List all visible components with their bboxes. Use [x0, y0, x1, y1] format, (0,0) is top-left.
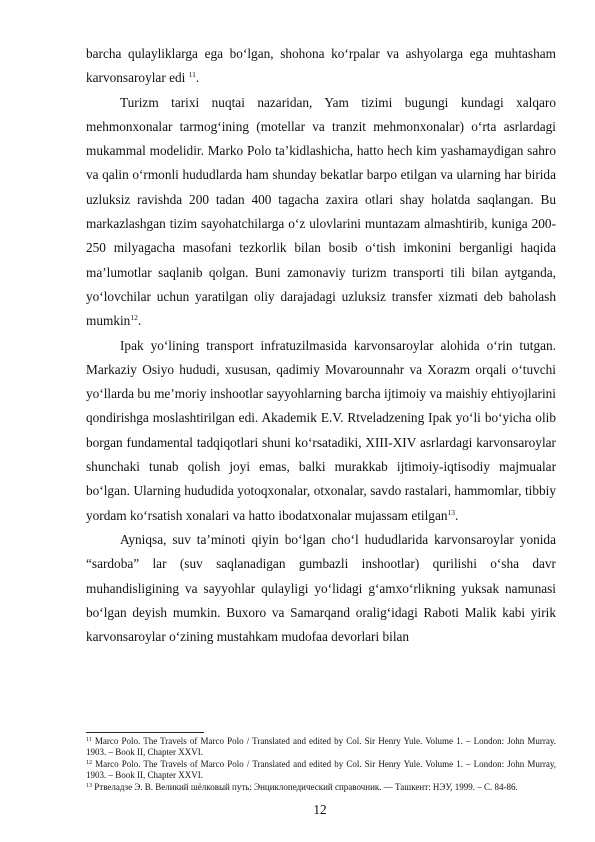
- footnote-ref-12[interactable]: 12: [130, 313, 138, 323]
- paragraph-3: Ipak yo‘lining transport infratuzilmasida karvonsaroylar alohida o‘rin tutgan. Markaziy Osiyo hududi, xususan, qadimiy Movarounnahr va Xorazm orqali o‘tuvchi yo‘llarda bu me’moriy inshootlar sayyohlarning barcha ijtimoiy va maishiy ehtiyojlarini qondirishga moslashtirilgan edi. Akademik E.V. Rtveladzening Ipak yo‘li bo‘yicha olib borgan fundamental tadqiqotlari shuni ko‘rsatadiki, XIII-XIV asrlardagi karvonsaroylar shunchaki tunab qolish joyi emas, balki murakkab ijtimoiy-iqtisodiy majmualar bo‘lgan. Ularning hududida yotoqxonalar, otxonalar, savdo rastalari, hammomlar, tibbiy yordam ko‘rsatish xonalari va hatto ibodatxonalar mujassam etilgan$^{13}$.: [86, 337, 556, 523]
- footnote-ref-11[interactable]: 11: [188, 70, 196, 80]
- footnote-13: $^{13}$ Ртвеладзе Э. В. Великий шёлковый путь: Энциклопедический справочник. — Ташкент: НЭУ, 1999. – С. 84-86.: [86, 782, 518, 792]
- footnote-12: $^{12}$ Marco Polo. The Travels of Marco Polo / Translated and edited by Col. Sir Henry Yule. Volume 1. – London: John Murray, 1903. – Book II, Chapter XXVI.: [86, 759, 556, 780]
- footnote-11: $^{11}$ Marco Polo. The Travels of Marco Polo / Translated and edited by Col. Sir Henry Yule. Volume 1. – London: John Murray. 1903. – Book II, Chapter XXVI.: [86, 736, 556, 757]
- footnotes: [86, 736, 556, 794]
- paragraph-1: barcha qulayliklarga ega bo‘lgan, shohona ko‘rpalar va ashyolarga ega muhtasham karvonsaroylar edi $^{11}$.: [86, 46, 556, 86]
- footnote-divider: [86, 732, 204, 733]
- paragraph-4: Ayniqsa, suv ta’minoti qiyin bo‘lgan cho‘l hududlarida karvonsaroylar yonida “sardoba” lar (suv saqlanadigan gumbazli inshootlar) qurilishi o‘sha davr muhandisligining va sayyohlar qulayligi yo‘lidagi g‘amxo‘rlikning yuksak namunasi bo‘lgan deyish mumkin. Buxoro va Samarqand oralig‘idagi Raboti Malik kabi yirik karvonsaroylar o‘zining mustahkam mudofaa devorlari bilan: [86, 531, 556, 645]
- main-text: [86, 42, 556, 649]
- paragraph-2: Turizm tarixi nuqtai nazaridan, Yam tizimi bugungi kundagi xalqaro mehmonxonalar tarmog‘ining (motellar va tranzit mehmonxonalar) o‘rta asrlardagi mukammal modelidir. Marko Polo ta’kidlashicha, hatto hech kim yashamaydigan sahro va qalin o‘rmonli hududlarda ham shunday bekatlar barpo etilgan va ularning har birida uzluksiz ravishda 200 tadan 400 tagacha zaxira otlari shay holatda saqlangan. Bu markazlashgan tizim sayohatchilarga o‘z ulovlarini muntazam almashtirib, kuniga 200-250 milyagacha masofani tezkorlik bilan bosib o‘tish imkonini berganligi haqida ma’lumotlar saqlanib qolgan. Buni zamonaviy turizm transporti tili bilan aytganda, yo‘lovchilar uchun yaratilgan oliy darajadagi uzluksiz transfer xizmati deb baholash mumkin$^{12}$.: [86, 94, 556, 329]
- footnote-ref-13[interactable]: 13: [447, 507, 456, 517]
- page-number: 12: [313, 802, 327, 817]
